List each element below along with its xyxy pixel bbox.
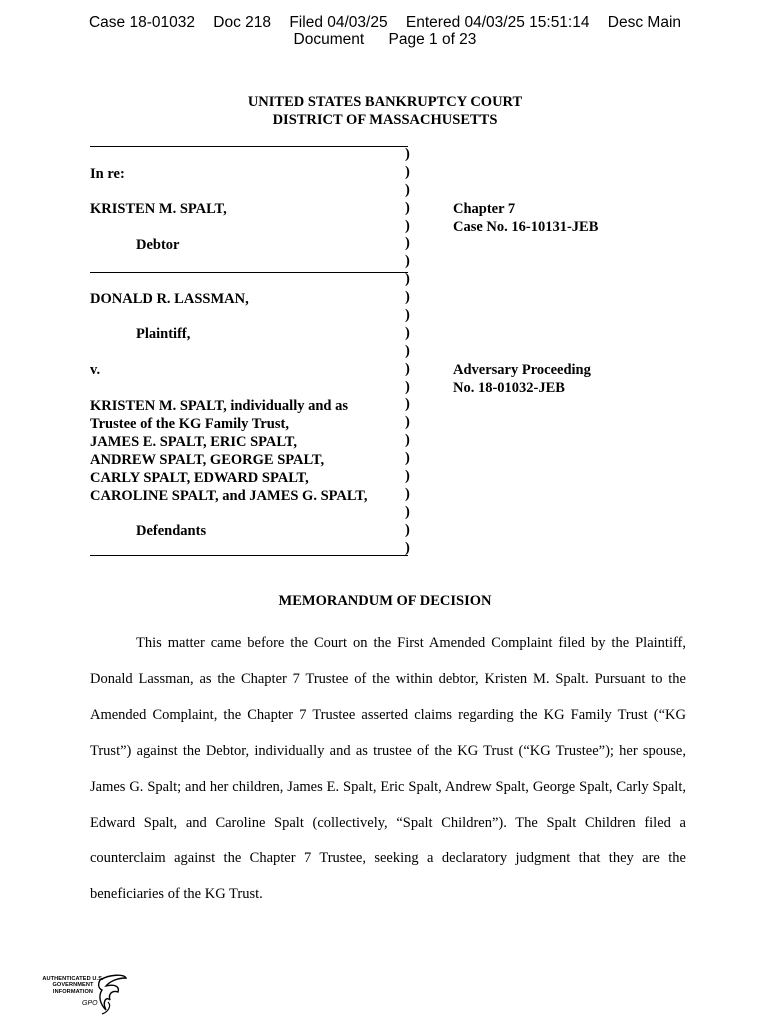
court-district: DISTRICT OF MASSACHUSETTS [272,111,498,128]
caption-paren: ) [405,146,410,162]
caption-paren: ) [405,521,410,538]
court-heading [0,94,770,129]
doc-number: Doc 218 [213,14,272,31]
caption-paren: ) [405,414,410,431]
caption-paren: ) [405,450,410,467]
adversary-label: Adversary Proceeding [453,362,591,378]
chapter-label: Chapter 7 [453,201,516,217]
case-no-label: Case No. 16-10131-JEB [453,219,599,235]
caption-paren: ) [405,253,410,270]
defendants-line: CAROLINE SPALT, and JAMES G. SPALT, [90,487,368,504]
memo-title: MEMORANDUM OF DECISION [278,593,492,609]
filing-header [0,14,770,48]
defendants-line: ANDREW SPALT, GEORGE SPALT, [90,451,325,468]
plaintiff-role: Plaintiff, [136,326,191,342]
defendants-list [90,398,367,505]
debtor-name: KRISTEN M. SPALT, [90,201,227,217]
caption-paren: ) [405,485,410,502]
caption-rule-top [90,146,408,147]
desc-main: Desc Main [607,14,682,31]
caption-paren: ) [405,432,410,449]
caption-paren: ) [405,468,410,485]
adversary-no-label: No. 18-01032-JEB [453,380,565,396]
caption-paren: ) [405,235,410,252]
gpo-authentication-seal [42,970,134,1016]
case-number: Case 18-01032 [88,14,195,31]
caption-paren: ) [405,181,410,198]
seal-gpo-label: GPO [82,1000,98,1007]
document-label: Document [293,31,365,48]
in-re-label: In re: [90,166,125,182]
caption-paren: ) [405,342,410,359]
caption-paren: ) [405,199,410,216]
caption-paren: ) [405,378,410,395]
caption-paren: ) [405,539,410,556]
filed-date: Filed 04/03/25 [289,14,388,31]
caption-rule-middle [90,272,408,273]
caption-paren: ) [405,503,410,520]
defendants-line: CARLY SPALT, EDWARD SPALT, [90,469,309,486]
defendants-line: KRISTEN M. SPALT, individually and as [90,398,349,414]
caption-rule-bottom [90,555,408,556]
page-indicator: Page 1 of 23 [388,31,477,48]
caption-paren: ) [405,163,410,180]
debtor-role: Debtor [136,237,180,253]
defendants-line: JAMES E. SPALT, ERIC SPALT, [90,433,297,450]
caption-paren: ) [405,271,410,288]
caption-paren: ) [405,360,410,377]
defendants-line: Trustee of the KG Family Trust, [90,415,289,432]
versus-label: v. [90,362,101,378]
caption-paren: ) [405,289,410,306]
caption-paren: ) [405,307,410,324]
caption-paren-column [405,146,410,557]
body-paragraph: This matter came before the Court on the First Amended Complaint filed by the Plaintiff, Donald Lassman, as the Chapter 7 Trustee of the within debtor, Kristen M. Spalt. Pursuant to the Amended Complaint, the Chapter 7 Trustee asserted claims regarding the KG Family Trust (“KG Trust”) against the Debtor, individually and as trustee of the KG Trust (“KG Trustee”); her spouse, James G. Spalt; and her children, James E. Spalt, Eric Spalt, Andrew Spalt, George Spalt, Carly Spalt, Edward Spalt, and Caroline Spalt (collectively, “Spalt Children”). The Spalt Children filed a counterclaim against the Chapter 7 Trustee, seeking a declaratory judgment that they are the beneficiaries of the KG Trust. [90,635,686,903]
plaintiff-name: DONALD R. LASSMAN, [90,291,249,307]
seal-text: AUTHENTICATED U.S. GOVERNMENT INFORMATION [42,976,104,995]
caption-paren: ) [405,217,410,234]
entered-date: Entered 04/03/25 15:51:14 [405,14,590,31]
eagle-seal-icon [96,972,128,1016]
defendants-role: Defendants [136,523,207,539]
court-name: UNITED STATES BANKRUPTCY COURT [247,94,523,110]
caption-paren: ) [405,396,410,413]
caption-paren: ) [405,324,410,341]
